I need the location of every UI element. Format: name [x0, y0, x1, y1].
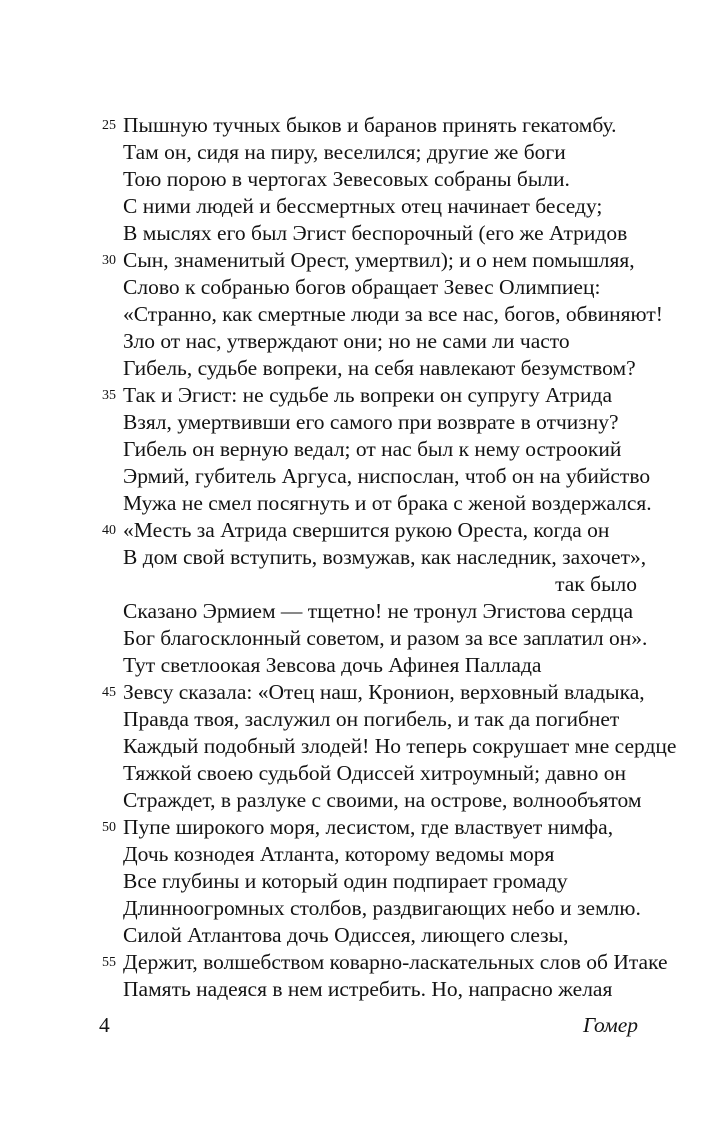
verse-line-text: Бог благосклонный советом, и разом за все заплатил он».: [123, 626, 648, 650]
verse-line: [123, 139, 637, 166]
verse-line: [123, 328, 637, 355]
verse-line-text: Сказано Эрмием — тщетно! не тронул Эгистова сердца: [123, 599, 633, 623]
verse-line-text: Там он, сидя на пиру, веселился; другие же боги: [123, 140, 566, 164]
verse-line-text: В мыслях его был Эгист беспорочный (его же Атридов: [123, 221, 628, 245]
verse-line: [123, 760, 637, 787]
verse-line-text: Страждет, в разлуке с своими, на острове, волнообъятом: [123, 788, 642, 812]
verse-line: [123, 868, 637, 895]
verse-line-text: Гибель он верную ведал; от нас был к нему остроокий: [123, 437, 622, 461]
verse-line-text: Память надеяся в нем истребить. Но, напрасно желая: [123, 977, 613, 1001]
verse-line-text: Длинноогромных столбов, раздвигающих небо и землю.: [123, 896, 641, 920]
verse-line: [123, 193, 637, 220]
verse-line: [102, 679, 645, 706]
verse-line-text: Дочь кознодея Атланта, которому ведомы моря: [123, 842, 555, 866]
verse-line-number: 45: [102, 685, 116, 700]
verse-line-text: Держит, волшебством коварно-ласкательных слов об Итаке: [123, 950, 668, 974]
verse-line: [123, 544, 647, 571]
verse-line: [102, 517, 637, 544]
verse-line-text: Все глубины и который один подпирает громаду: [123, 869, 568, 893]
verse-line-number: 35: [102, 388, 116, 403]
poem-text: [102, 112, 677, 1003]
verse-line-text: Каждый подобный злодей! Но теперь сокрушает мне сердце: [123, 734, 677, 758]
verse-line-text: Сын, знаменитый Орест, умертвил); и о нем помышляя,: [123, 248, 635, 272]
verse-line: [123, 274, 637, 301]
verse-line: [123, 355, 637, 382]
verse-line-text: Зло от нас, утверждают они; но не сами ли часто: [123, 329, 570, 353]
verse-line-text: Слово к собранью богов обращает Зевес Олимпиец:: [123, 275, 601, 299]
verse-line: [123, 598, 637, 625]
verse-line-text: «Странно, как смертные люди за все нас, богов, обвиняют!: [123, 302, 663, 326]
verse-line-text: С ними людей и бессмертных отец начинает беседу;: [123, 194, 603, 218]
verse-line: [123, 571, 637, 598]
verse-line-text: Взял, умертвивши его самого при возврате в отчизну?: [123, 410, 619, 434]
verse-line-text: Пышную тучных быков и баранов принять гекатомбу.: [123, 113, 617, 137]
verse-line-text: Правда твоя, заслужил он погибель, и так да погибнет: [123, 707, 620, 731]
verse-line: [123, 733, 677, 760]
page-footer: [99, 1012, 638, 1039]
verse-line: [102, 814, 637, 841]
author-name: Гомер: [582, 1013, 638, 1037]
verse-line-text: Мужа не смел посягнуть и от брака с женой воздержался.: [123, 491, 652, 515]
verse-line: [123, 787, 642, 814]
verse-line-number: 25: [102, 118, 116, 133]
verse-line-text: «Месть за Атрида свершится рукою Ореста, когда он: [123, 518, 610, 542]
verse-line: [102, 949, 668, 976]
verse-line-text: Так и Эгист: не судьбе ль вопреки он супругу Атрида: [123, 383, 612, 407]
verse-line: [123, 652, 637, 679]
verse-line-text: Тою порою в чертогах Зевесовых собраны были.: [123, 167, 570, 191]
verse-line: [123, 706, 637, 733]
verse-line-number: 55: [102, 955, 116, 970]
verse-line: [123, 976, 637, 1003]
page-number: 4: [99, 1013, 110, 1037]
verse-line: [123, 895, 641, 922]
verse-line-text: Силой Атлантова дочь Одиссея, лиющего слезы,: [123, 923, 569, 947]
verse-line: [123, 841, 637, 868]
verse-line-number: 50: [102, 820, 116, 835]
verse-line: [102, 112, 637, 139]
verse-line-text: Тяжкой своею судьбой Одиссей хитроумный; давно он: [123, 761, 627, 785]
verse-line-text: Пупе широкого моря, лесистом, где властвует нимфа,: [123, 815, 614, 839]
verse-line-number: 30: [102, 253, 116, 268]
verse-line: [123, 490, 652, 517]
verse-line-text: Зевсу сказала: «Отец наш, Кронион, верховный владыка,: [123, 680, 645, 704]
verse-line: [102, 247, 637, 274]
verse-line: [123, 166, 637, 193]
verse-line: [102, 382, 637, 409]
verse-line: [123, 436, 637, 463]
verse-line: [123, 922, 637, 949]
verse-line-text: Эрмий, губитель Аргуса, ниспослан, чтоб он на убийство: [123, 464, 651, 488]
verse-line: [123, 301, 663, 328]
verse-line-text: В дом свой вступить, возмужав, как наследник, захочет»,: [123, 545, 647, 569]
verse-line-text: так было: [555, 572, 637, 596]
verse-line: [123, 220, 637, 247]
verse-line: [123, 463, 651, 490]
verse-line: [123, 409, 637, 436]
verse-line-text: Тут светлоокая Зевсова дочь Афинея Паллада: [123, 653, 542, 677]
verse-line: [123, 625, 648, 652]
verse-line-number: 40: [102, 523, 116, 538]
verse-line-text: Гибель, судьбе вопреки, на себя навлекают безумством?: [123, 356, 636, 380]
